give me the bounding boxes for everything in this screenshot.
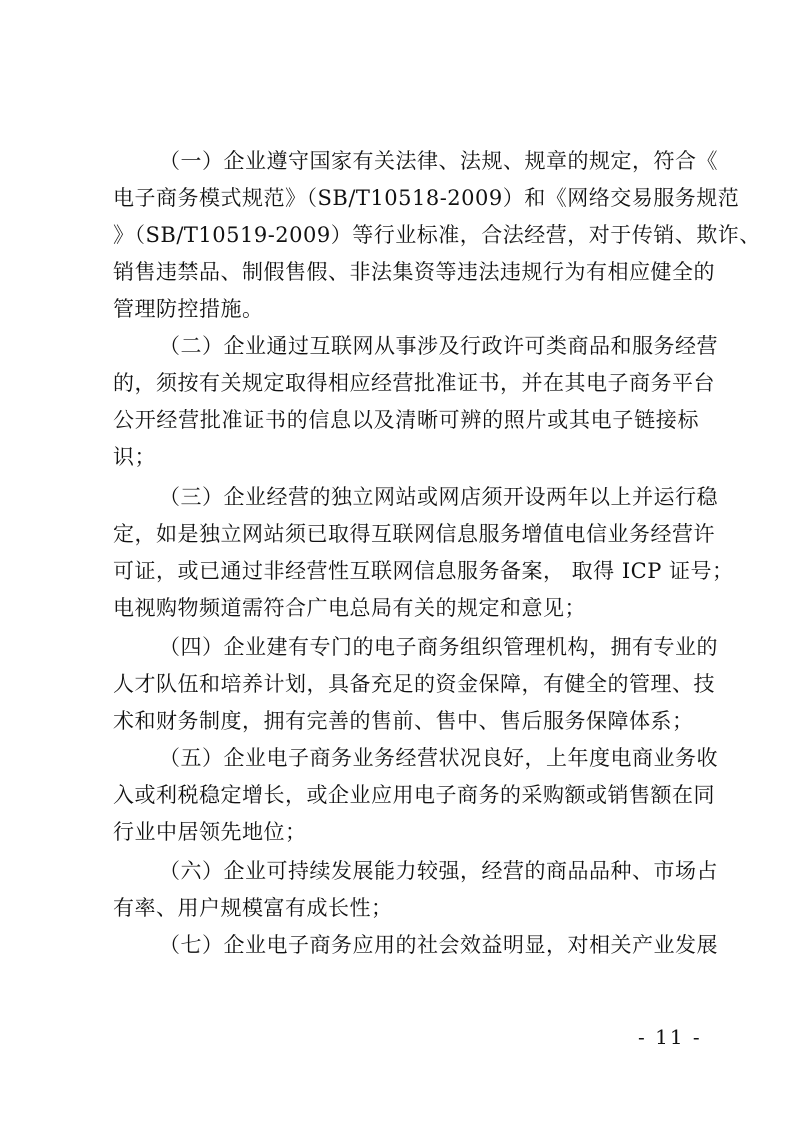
paragraph-line: （五）企业电子商务业务经营状况良好，上年度电商业务收 — [159, 746, 718, 770]
paragraph-line: 行业中居领先地位； — [113, 820, 307, 844]
paragraph-line: 电子商务模式规范》（SB/T10518-2009）和《网络交易服务规范 — [113, 186, 740, 210]
paragraph-line: 人才队伍和培养计划，具备充足的资金保障，有健全的管理、技 — [113, 672, 715, 696]
paragraph-line: （三）企业经营的独立网站或网店须开设两年以上并运行稳 — [159, 485, 718, 509]
paragraph-line: 定，如是独立网站须已取得互联网信息服务增值电信业务经营许 — [113, 522, 715, 546]
paragraph-line: 入或利税稳定增长，或企业应用电子商务的采购额或销售额在同 — [113, 783, 715, 807]
paragraph-line: （七）企业电子商务应用的社会效益明显，对相关产业发展 — [159, 933, 718, 957]
paragraph-line: 销售违禁品、制假售假、非法集资等违法违规行为有相应健全的 — [113, 260, 715, 284]
paragraph-line: 管理防控措施。 — [113, 297, 264, 321]
paragraph-line: 有率、用户规模富有成长性； — [113, 896, 393, 920]
paragraph-line: （一）企业遵守国家有关法律、法规、规章的规定，符合《 — [159, 149, 718, 173]
paragraph-line: 公开经营批准证书的信息以及清晰可辨的照片或其电子链接标 — [113, 408, 699, 432]
paragraph-line: 可证，或已通过非经营性互联网信息服务备案， 取得 ICP 证号； — [113, 559, 734, 583]
paragraph-line: （二）企业通过互联网从事涉及行政许可类商品和服务经营 — [159, 334, 718, 358]
paragraph-line: （四）企业建有专门的电子商务组织管理机构，拥有专业的 — [159, 635, 718, 659]
paragraph-line: 》（SB/T10519-2009）等行业标准，合法经营，对于传销、欺诈、 — [113, 223, 761, 247]
paragraph-line: 术和财务制度，拥有完善的售前、售中、售后服务保障体系； — [113, 709, 694, 733]
paragraph-line: （六）企业可持续发展能力较强，经营的商品品种、市场占 — [159, 859, 718, 883]
paragraph-line: 电视购物频道需符合广电总局有关的规定和意见； — [113, 596, 586, 620]
paragraph-line: 识； — [113, 445, 156, 469]
page-number: - 11 - — [638, 1025, 702, 1049]
paragraph-line: 的，须按有关规定取得相应经营批准证书，并在其电子商务平台 — [113, 371, 715, 395]
